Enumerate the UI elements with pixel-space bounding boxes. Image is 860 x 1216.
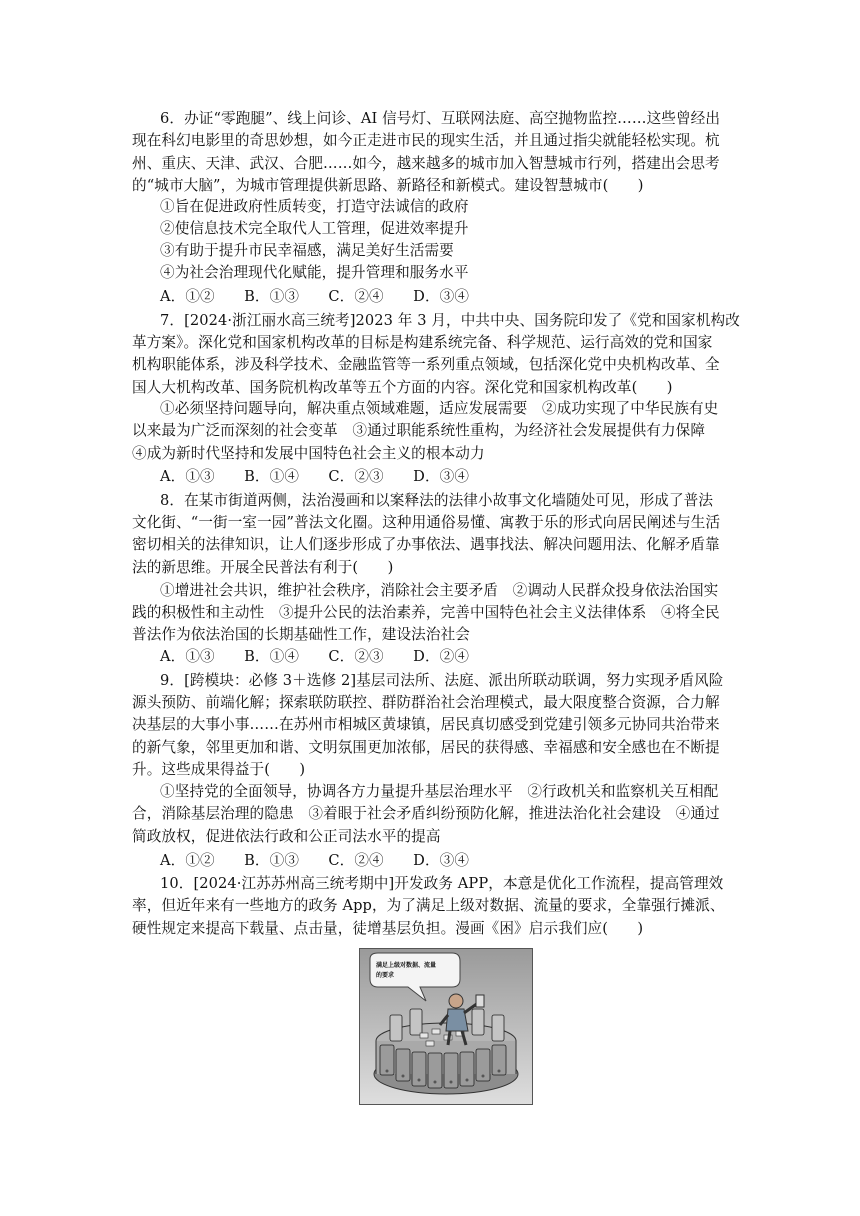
text-line: 密切相关的法律知识，让人们逐步形成了办事依法、遇事找法、解决问题用法、化解矛盾靠 <box>132 536 720 553</box>
text-line: 7．[2024·浙江丽水高三统考]2023 年 3 月，中共中央、国务院印发了《党和国家机构改 <box>160 312 740 329</box>
text-line: 国人大机构改革、国务院机构改革等五个方面的内容。深化党和国家机构改革( ) <box>132 379 673 396</box>
text-line: 6．办证“零跑腿”、线上问诊、AI 信号灯、互联网法庭、高空抛物监控……这些曾经出 <box>160 110 721 127</box>
text-line: 文化街、“一街一室一园”普法文化圈。这种用通俗易懂、寓教于乐的形式向居民阐述与生活 <box>132 514 721 531</box>
text-line: ①增进社会共识，维护社会秩序，消除社会主要矛盾 ②调动人民群众投身依法治国实 <box>160 582 719 599</box>
text-line: ②使信息技术完全取代人工管理，促进效率提升 <box>160 220 469 237</box>
text-line: 州、重庆、天津、武汉、合肥……如今，越来越多的城市加入智慧城市行列，搭建出会思考 <box>132 155 720 172</box>
text-line: A．①② B．①③ C．②④ D．③④ <box>160 852 470 869</box>
text-line: A．①② B．①③ C．②④ D．③④ <box>160 288 470 305</box>
text-line: ④成为新时代坚持和发展中国特色社会主义的根本动力 <box>132 445 485 462</box>
text-line: ④为社会治理现代化赋能，提升管理和服务水平 <box>160 264 469 281</box>
text-line: 以来最为广泛而深刻的社会变革 ③通过职能系统性重构，为经济社会发展提供有力保障 <box>132 422 706 439</box>
text-line: ①必须坚持问题导向，解决重点领域难题，适应发展需要 ②成功实现了中华民族有史 <box>160 400 719 417</box>
text-line: 升。这些成果得益于( ) <box>132 761 306 778</box>
cartoon-image <box>359 948 533 1105</box>
bubble-line-1: 满足上级对数据、流量 <box>376 962 437 969</box>
text-line: 合，消除基层治理的隐患 ③着眼于社会矛盾纠纷预防化解，推进法治化社会建设 ④通过 <box>132 805 720 822</box>
text-line: 机构职能体系，涉及科学技术、金融监管等一系列重点领域，包括深化党中央机构改革、全 <box>132 356 720 373</box>
text-line: A．①③ B．①④ C．②③ D．②④ <box>160 648 470 665</box>
text-line: 的新气象，邻里更加和谐、文明氛围更加浓郁，居民的获得感、幸福感和安全感也在不断提 <box>132 739 720 756</box>
text-line: ①坚持党的全面领导，协调各方力量提升基层治理水平 ②行政机关和监察机关互相配 <box>160 783 719 800</box>
text-line: 源头预防、前端化解；探索联防联控、群防群治社会治理模式，最大限度整合资源，合力解 <box>132 694 720 711</box>
text-line: 简政放权，促进依法行政和公正司法水平的提高 <box>132 828 441 845</box>
text-line: 决基层的大事小事……在苏州市相城区黄埭镇，居民真切感受到党建引领多元协同共治带来 <box>132 716 720 733</box>
text-line: ①旨在促进政府性质转变，打造守法诚信的政府 <box>160 198 469 215</box>
text-line: 的“城市大脑”，为城市管理提供新思路、新路径和新模式。建设智慧城市( ) <box>132 177 644 194</box>
text-line: 硬性规定来提高下载量、点击量，徒增基层负担。漫画《困》启示我们应( ) <box>132 920 644 937</box>
text-line: 普法作为依法治国的长期基础性工作，建设法治社会 <box>132 626 470 643</box>
text-line: A．①③ B．①④ C．②③ D．③④ <box>160 468 470 485</box>
text-line: 10．[2024·江苏苏州高三统考期中]开发政务 APP，本意是优化工作流程，提高管理效 <box>160 875 724 892</box>
bubble-line-2: 的要求 <box>376 972 395 979</box>
text-line: 8．在某市街道两侧，法治漫画和以案释法的法律小故事文化墙随处可见，形成了普法 <box>160 492 714 509</box>
text-line: 9．[跨模块：必修 3＋选修 2]基层司法所、法庭、派出所联动联调，努力实现矛盾风险 <box>160 672 724 689</box>
text-line: 率，但近年来有一些地方的政务 App，为了满足上级对数据、流量的要求，全靠强行摊派、 <box>132 897 725 914</box>
cartoon-drawing <box>360 949 532 1104</box>
text-line: 现在科幻电影里的奇思妙想，如今正走进市民的现实生活，并且通过指尖就能轻松实现。杭 <box>132 132 720 149</box>
text-line: ③有助于提升市民幸福感，满足美好生活需要 <box>160 242 454 259</box>
text-line: 践的积极性和主动性 ③提升公民的法治素养，完善中国特色社会主义法律体系 ④将全民 <box>132 604 720 621</box>
text-line: 法的新思维。开展全民普法有利于( ) <box>132 559 394 576</box>
text-line: 革方案》。深化党和国家机构改革的目标是构建系统完备、科学规范、运行高效的党和国家 <box>132 334 713 351</box>
